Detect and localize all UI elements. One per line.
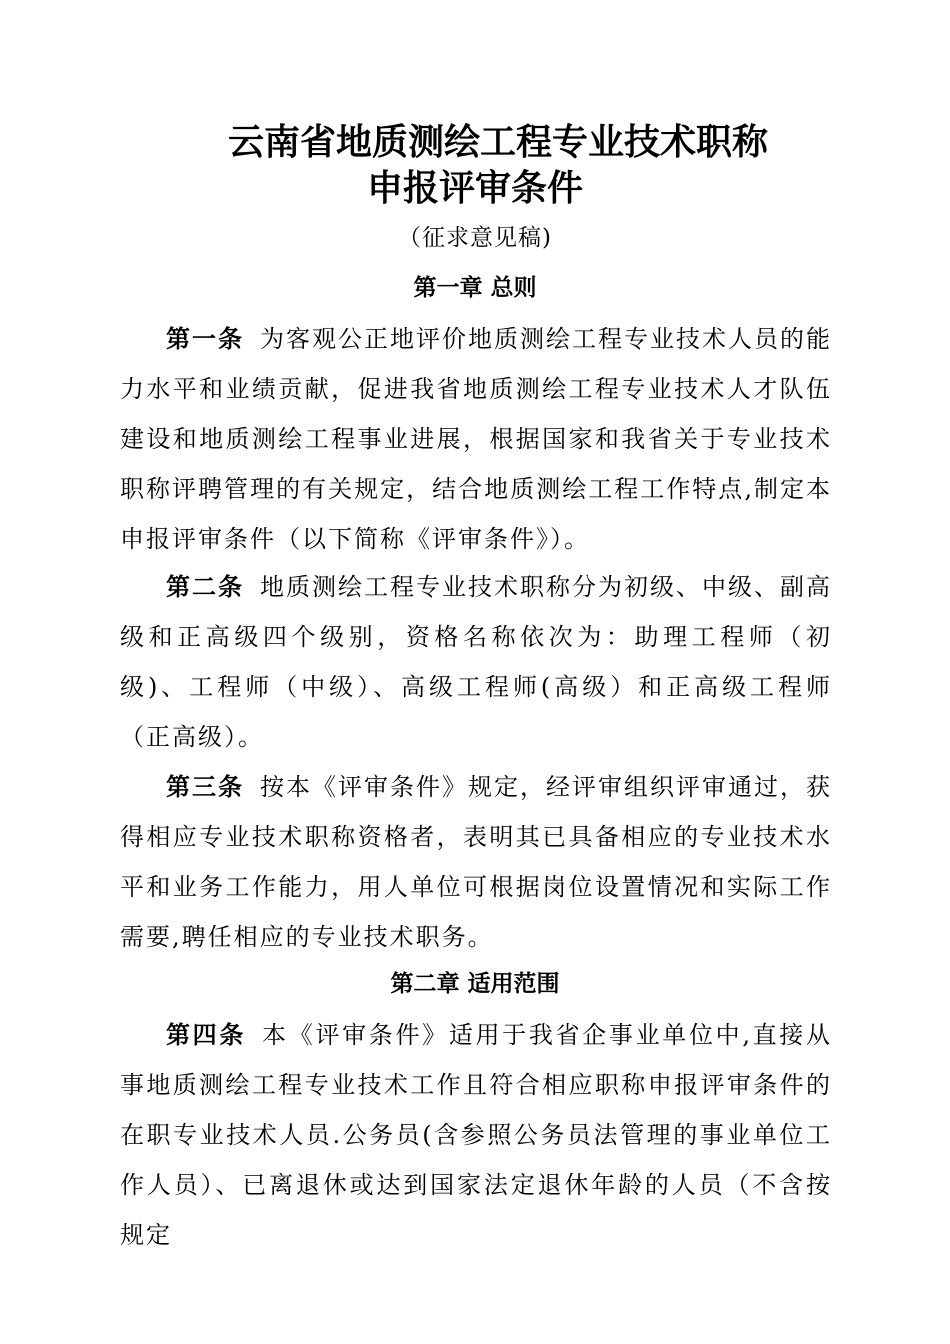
article-3-text: 按本《评审条件》规定，经评审组织评审通过，获得相应专业技术职称资格者，表明其已具备相应的专业技术水平和业务工作能力，用人单位可根据岗位设置情况和实际工作需要,聘任相应的专业技术职务。 [120, 773, 832, 951]
document-subtitle: （征求意见稿) [398, 225, 552, 251]
document-title-line1: 云南省地质测绘工程专业技术职称 [227, 121, 768, 163]
article-1-text: 为客观公正地评价地质测绘工程专业技术人员的能力水平和业绩贡献，促进我省地质测绘工程专业技术人才队伍建设和地质测绘工程事业进展，根据国家和我省关于专业技术职称评聘管理的有关规定，结合地质测绘工程工作特点,制定本申报评审条件（以下简称《评审条件》）。 [120, 325, 832, 553]
article-3-label: 第三条 [166, 773, 244, 801]
article-2-text: 地质测绘工程专业技术职称分为初级、中级、副高级和正高级四个级别，资格名称依次为：助理工程师（初级)、工程师（中级）、高级工程师(高级）和正高级工程师（正高级）。 [120, 573, 832, 751]
article-2 [120, 562, 832, 762]
document-title-line2: 申报评审条件 [366, 167, 583, 209]
chapter-heading-1: 第一章 总则 [413, 275, 537, 301]
article-2-label: 第二条 [166, 573, 244, 601]
article-4 [120, 1010, 832, 1260]
article-1 [120, 314, 832, 564]
article-4-label: 第四条 [166, 1021, 247, 1049]
article-3 [120, 762, 832, 962]
chapter-heading-2: 第二章 适用范围 [390, 971, 560, 997]
article-1-label: 第一条 [166, 325, 244, 353]
article-4-text: 本《评审条件》适用于我省企事业单位中,直接从事地质测绘工程专业技术工作且符合相应职称申报评审条件的在职专业技术人员.公务员(含参照公务员法管理的事业单位工作人员）、已离退休或达到国家法定退休年龄的人员（不含按规定 [120, 1021, 832, 1249]
